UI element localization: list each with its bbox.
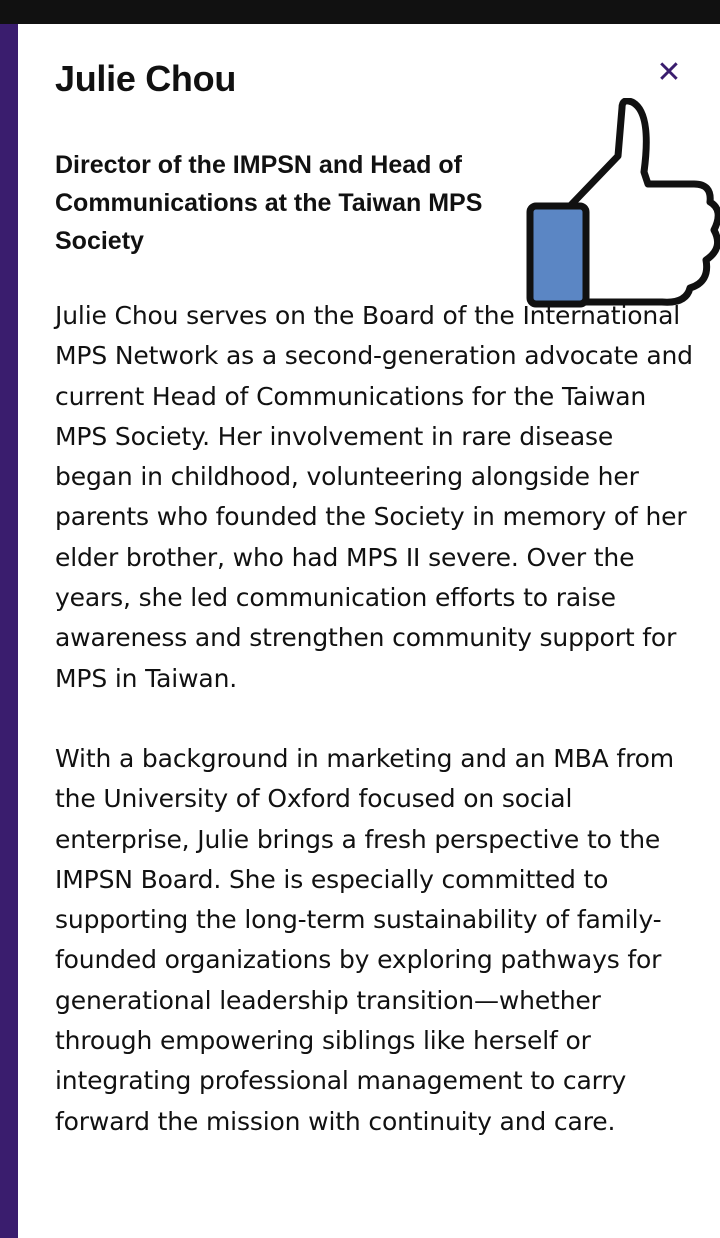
close-button[interactable] [654,55,684,90]
thumbs-up-icon [506,98,720,308]
profile-role: Director of the IMPSN and Head of Communications at the Taiwan MPS Society [55,151,483,255]
profile-bio [55,296,695,1182]
profile-modal [18,24,720,1238]
status-bar [0,0,720,24]
profile-name: Julie Chou [55,58,237,99]
bio-paragraph: Julie Chou serves on the Board of the International MPS Network as a second-generation advocate and current Head of Communications for the Taiwan MPS Society. Her involvement in rare disease began in childhood, volunteering alongside her parents who founded the Society in memory of her elder brother, who had MPS II severe. Over the years, she led communication efforts to raise awareness and strengthen community support for MPS in Taiwan. [55,301,693,693]
close-icon: ✕ [656,55,682,90]
bio-paragraph: With a background in marketing and an MBA from the University of Oxford focused on social enterprise, Julie brings a fresh perspective to the IMPSN Board. She is especially committed to supporting the long-term sustainability of family-founded organizations by exploring pathways for generational leadership transition—whether through empowering siblings like herself or integrating professional management to carry forward the mission with continuity and care. [55,743,674,1136]
left-accent-bar [0,24,18,1238]
